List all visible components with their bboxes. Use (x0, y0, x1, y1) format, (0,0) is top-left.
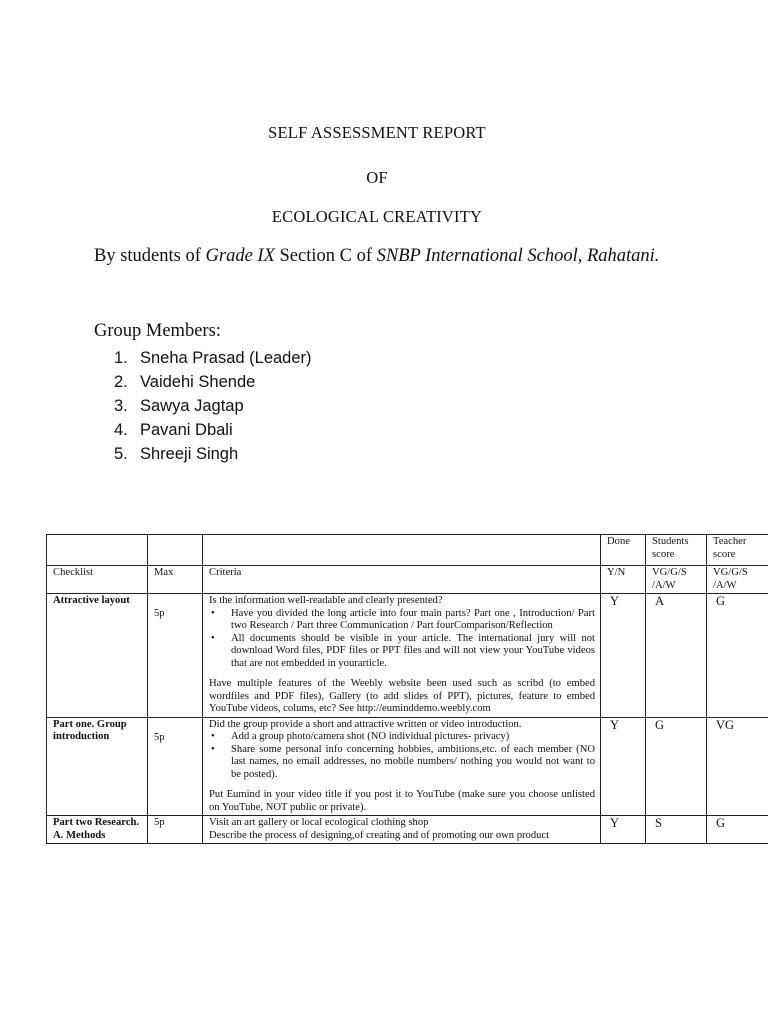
row-criteria (203, 816, 601, 844)
member-item: 3. Sawya Jagtap (114, 397, 244, 415)
header-done: Y/N (601, 566, 646, 594)
member-name: Shreeji Singh (140, 445, 239, 463)
header-teacher-top: Teacher score (707, 535, 768, 566)
criteria-bullets (209, 608, 595, 671)
byline-school: SNBP International School, Rahatani. (376, 246, 660, 266)
row-checklist: Part one. Group introduction (53, 718, 127, 742)
report-subtitle: ECOLOGICAL CREATIVITY (271, 207, 483, 226)
member-item: 1. Sneha Prasad (Leader) (114, 349, 312, 367)
criteria-bullet: • All documents should be visible in your article. The international jury will not download Word files, PDF files or PPT files and will not view your YouTube videos that are not embedded in yourarticle. (209, 633, 595, 671)
row-students-score: A (646, 594, 707, 718)
member-name: Sawya Jagtap (140, 397, 244, 415)
report-title-of: OF (366, 168, 388, 187)
row-students-score: G (646, 717, 707, 816)
table-header-top-row (47, 535, 768, 566)
criteria-bullet: • Have you divided the long article into four main parts? Part one , Introduction/ Part two Research / Part three Communication / Part fourComparison/Reflection (209, 608, 595, 633)
member-item: 2. Vaidehi Shende (114, 373, 256, 391)
row-max: 5p (148, 717, 203, 816)
row-done: Y (601, 594, 646, 718)
table-header-row (47, 566, 768, 594)
header-max: Max (148, 566, 203, 594)
row-criteria (203, 594, 601, 718)
table-row (47, 594, 768, 718)
member-name: Vaidehi Shende (140, 373, 256, 391)
criteria-bullet: • Add a group photo/camera shot (NO individual pictures- privacy) (209, 731, 595, 744)
group-members-list (114, 346, 312, 466)
member-item: 4. Pavani Dbali (114, 421, 233, 439)
member-name: Sneha Prasad (Leader) (140, 349, 312, 367)
byline-section: Section C of (274, 246, 377, 266)
criteria-bullets (209, 731, 595, 781)
member-item: 5. Shreeji Singh (114, 445, 239, 463)
header-students-score: VG/G/S /A/W (646, 566, 707, 594)
row-done: Y (601, 816, 646, 844)
row-checklist: Part two Research. A. Methods (53, 817, 139, 841)
row-checklist: Attractive layout (53, 595, 130, 606)
table-row (47, 717, 768, 816)
byline-grade: Grade IX (205, 246, 275, 266)
criteria-intro: Did the group provide a short and attractive written or video introduction. (209, 718, 522, 730)
row-max: 5p (148, 816, 203, 844)
byline-prefix: By students of (94, 246, 206, 266)
member-name: Pavani Dbali (140, 421, 233, 439)
header-criteria: Criteria (203, 566, 601, 594)
criteria-line: Describe the process of designing,of creating and of promoting our own product (209, 829, 550, 841)
row-done: Y (601, 717, 646, 816)
header-teacher-score: VG/G/S /A/W (707, 566, 768, 594)
row-criteria (203, 717, 601, 816)
table-row (47, 816, 768, 844)
row-teacher-score: G (707, 594, 768, 718)
criteria-note: Have multiple features of the Weebly website been used such as scribd (to embed wordfiles and PDF files), Gallery (to add slides of PPT), pictures, feature to embed YouTube videos, colums, etc? See http://euminddemo.weebly.com (209, 678, 595, 714)
row-teacher-score: G (707, 816, 768, 844)
byline (94, 244, 694, 269)
report-title: SELF ASSESSMENT REPORT (268, 123, 486, 142)
header-done-top: Done (601, 535, 646, 566)
criteria-intro: Is the information well-readable and clearly presented? (209, 595, 443, 606)
criteria-intro: Visit an art gallery or local ecological clothing shop (209, 817, 429, 828)
criteria-bullet: • Share some personal info concerning hobbies, ambitions,etc. of each member (NO last names, no email addresses, no mobile numbers/ nothing you would not want to be posted). (209, 744, 595, 782)
row-students-score: S (646, 816, 707, 844)
assessment-table (46, 534, 768, 844)
criteria-note: Put Eumind in your video title if you post it to YouTube (make sure you choose unlisted on YouTube, NOT public or private). (209, 789, 595, 813)
row-teacher-score: VG (707, 717, 768, 816)
row-max: 5p (148, 594, 203, 718)
group-members-heading: Group Members: (94, 321, 221, 341)
header-students-top: Students score (646, 535, 707, 566)
header-checklist: Checklist (47, 566, 148, 594)
